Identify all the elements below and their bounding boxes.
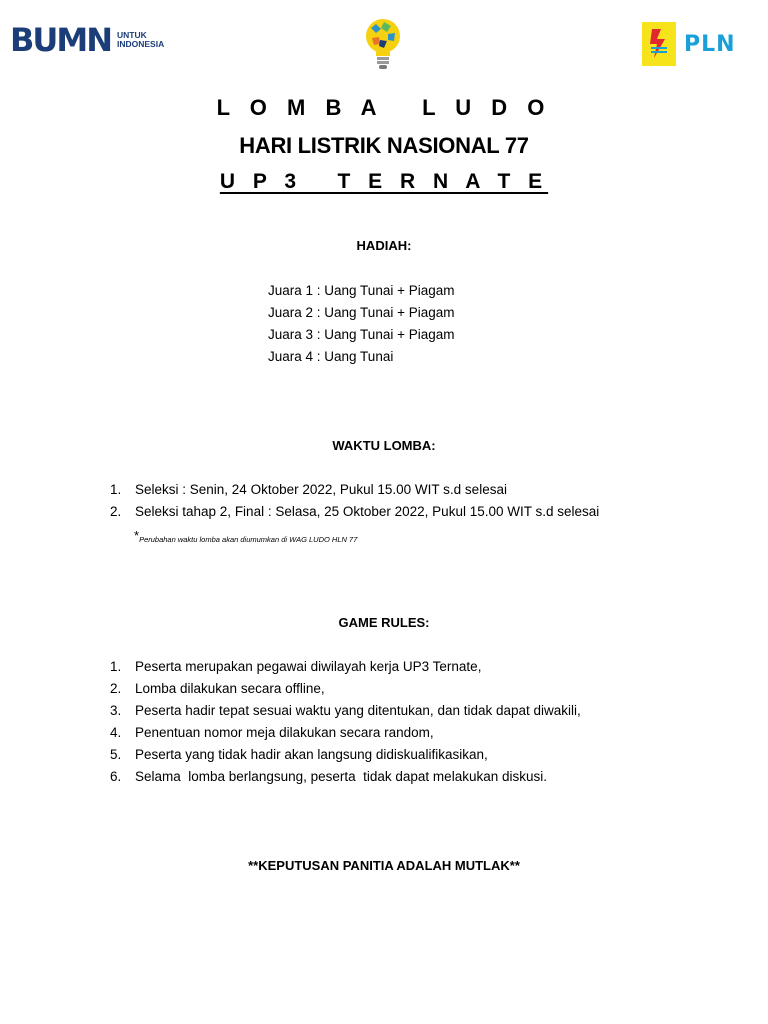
title-up3-ternate: U P 3 T E R N A T E xyxy=(219,170,549,193)
hadiah-item: Juara 1 : Uang Tunai + Piagam xyxy=(268,283,455,298)
title-lomba-ludo: L O M B A L U D O xyxy=(216,95,552,120)
rules-list xyxy=(110,656,581,788)
hadiah-item: Juara 3 : Uang Tunai + Piagam xyxy=(268,327,455,342)
waktu-item: 2. Seleksi tahap 2, Final : Selasa, 25 Oktober 2022, Pukul 15.00 WIT s.d selesai xyxy=(110,504,600,519)
rules-item: 6. Selama lomba berlangsung, peserta tidak dapat melakukan diskusi. xyxy=(110,769,547,784)
title-hari-listrik: HARI LISTRIK NASIONAL 77 xyxy=(239,133,529,158)
hadiah-item: Juara 2 : Uang Tunai + Piagam xyxy=(268,305,455,320)
waktu-list xyxy=(110,479,599,523)
waktu-note: *Perubahan waktu lomba akan diumumkan di WAG LUDO HLN 77 xyxy=(134,528,358,544)
bumn-logo-subtitle: UNTUK INDONESIA xyxy=(117,30,165,49)
keputusan-panitia: **KEPUTUSAN PANITIA ADALAH MUTLAK** xyxy=(248,858,520,873)
waktu-heading: WAKTU LOMBA: xyxy=(332,438,436,453)
rules-item: 2. Lomba dilakukan secara offline, xyxy=(110,681,325,696)
lightbulb-logo-icon xyxy=(362,14,404,72)
rules-heading: GAME RULES: xyxy=(338,615,430,630)
waktu-item: 1. Seleksi : Senin, 24 Oktober 2022, Pukul 15.00 WIT s.d selesai xyxy=(110,482,507,497)
hadiah-list xyxy=(268,280,455,368)
pln-logo-text: PLN xyxy=(684,31,736,57)
hadiah-item: Juara 4 : Uang Tunai xyxy=(268,349,394,364)
rules-item: 5. Peserta yang tidak hadir akan langsung didiskualifikasikan, xyxy=(110,747,488,762)
rules-item: 4. Penentuan nomor meja dilakukan secara random, xyxy=(110,725,434,740)
rules-item: 3. Peserta hadir tepat sesuai waktu yang ditentukan, dan tidak dapat diwakili, xyxy=(110,703,581,718)
pln-lightning-icon xyxy=(642,22,676,66)
bumn-logo xyxy=(10,21,165,59)
hadiah-heading: HADIAH: xyxy=(356,238,412,253)
pln-logo xyxy=(642,22,736,66)
rules-item: 1. Peserta merupakan pegawai diwilayah kerja UP3 Ternate, xyxy=(110,659,482,674)
bumn-logo-word: BUMN xyxy=(10,21,111,59)
